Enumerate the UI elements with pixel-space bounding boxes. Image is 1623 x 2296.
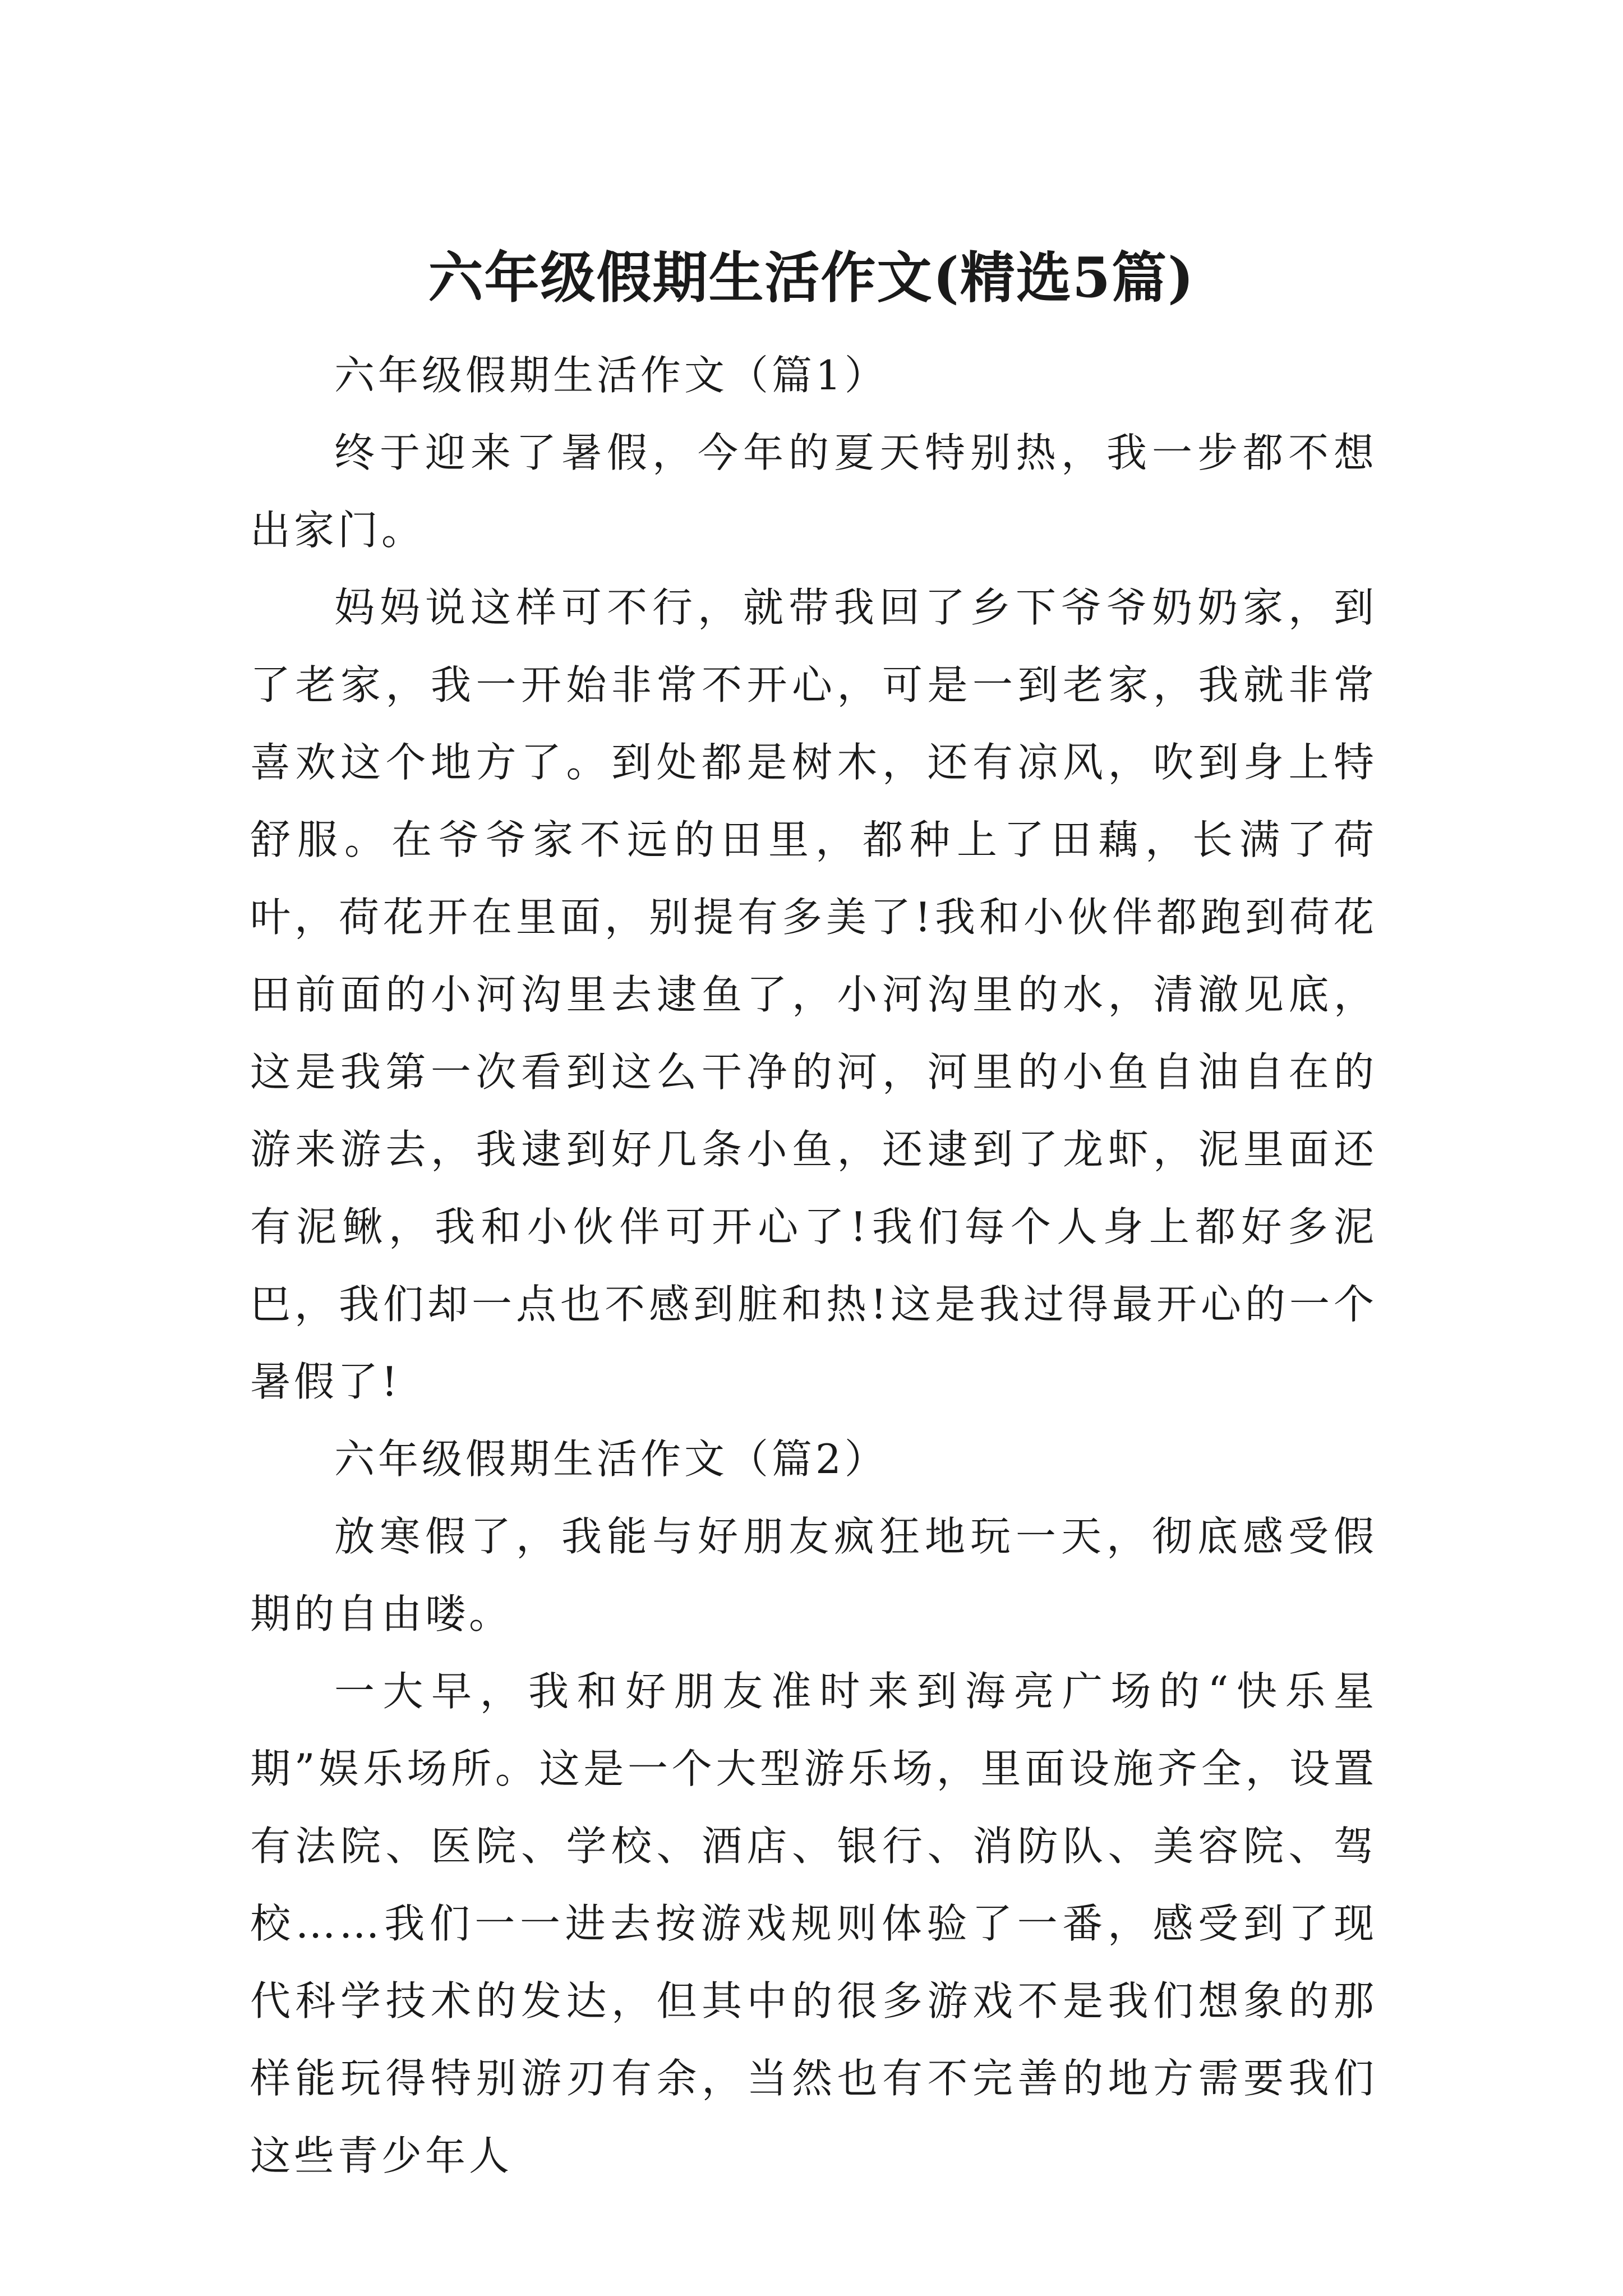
section-heading: 六年级假期生活作文（篇1）: [334, 352, 888, 399]
document-body: [250, 337, 1377, 2194]
document-title: 六年级假期生活作文(精选5篇): [428, 245, 1195, 310]
paragraph: 放寒假了，我能与好朋友疯狂地玩一天，彻底感受假期的自由喽。: [250, 1513, 1377, 1637]
paragraph: 终于迎来了暑假，今年的夏天特别热，我一步都不想出家门。: [250, 429, 1377, 554]
paragraph: 妈妈说这样可不行，就带我回了乡下爷爷奶奶家，到了老家，我一开始非常不开心，可是一到老家，我就非常喜欢这个地方了。到处都是树木，还有凉风，吹到身上特舒服。在爷爷家不远的田里，都种上了田藕，长满了荷叶，荷花开在里面，别提有多美了!我和小伙伴都跑到荷花田前面的小河沟里去逮鱼了，小河沟里的水，清澈见底，这是我第一次看到这么干净的河，河里的小鱼自油自在的游来游去，我逮到好几条小鱼，还逮到了龙虾，泥里面还有泥鳅，我和小伙伴可开心了!我们每个人身上都好多泥巴，我们却一点也不感到脏和热!这是我过得最开心的一个暑假了!: [250, 584, 1377, 1405]
paragraph: 一大早，我和好朋友准时来到海亮广场的“快乐星期”娱乐场所。这是一个大型游乐场，里面设施齐全，设置有法院、医院、学校、酒店、银行、消防队、美容院、驾校……我们一一进去按游戏规则体验了一番，感受到了现代科学技术的发达，但其中的很多游戏不是我们想象的那样能玩得特别游刃有余，当然也有不完善的地方需要我们这些青少年人: [250, 1668, 1377, 2179]
section-heading: 六年级假期生活作文（篇2）: [334, 1435, 888, 1483]
